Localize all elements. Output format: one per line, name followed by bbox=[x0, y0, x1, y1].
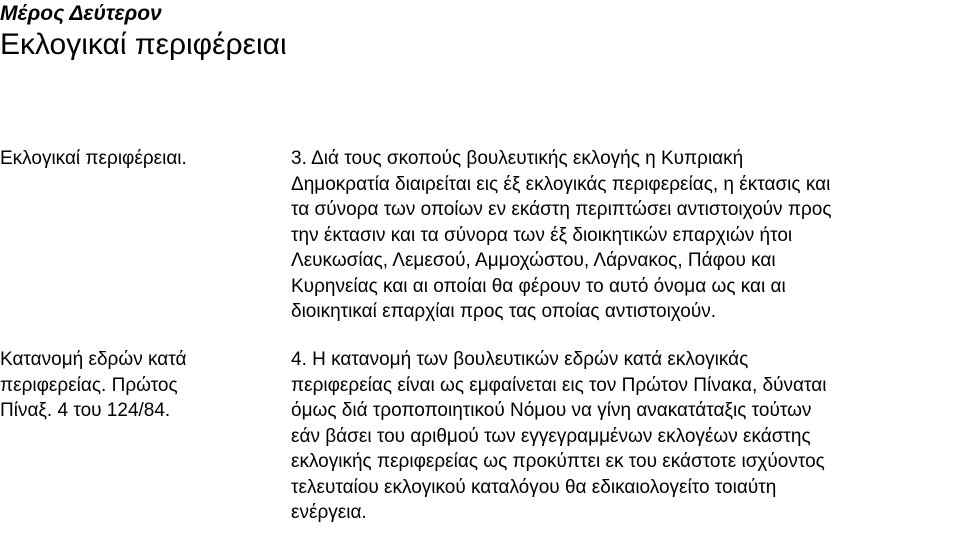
paragraph-line: εάν βάσει του αριθμού των εγγεγραμμένων εκλογέων εκάστης bbox=[291, 425, 811, 447]
paragraph-line: Λευκωσίας, Λεμεσού, Αμμοχώστου, Λάρνακος, Πάφου και bbox=[291, 250, 776, 271]
section-3-paragraph bbox=[291, 146, 959, 325]
paragraph-line: 4. Η κατανομή των βουλευτικών εδρών κατά εκλογικάς bbox=[291, 349, 749, 370]
paragraph-line: τελευταίου εκλογικού καταλόγου θα εδικαιολογείτο τοιαύτη bbox=[291, 476, 777, 498]
paragraph-line: εκλογικής περιφερείας ως προκύπτει εκ του εκάστοτε ισχύοντος bbox=[291, 451, 825, 472]
paragraph-line: Κυρηνείας και αι οποίαι θα φέρουν το αυτό όνομα ως και αι bbox=[291, 275, 786, 297]
paragraph-line: περιφερείας είναι ως εμφαίνεται εις τον Πρώτον Πίνακα, δύναται bbox=[291, 374, 827, 396]
paragraph-line: 3. Διά τους σκοπούς βουλευτικής εκλογής η Κυπριακή bbox=[291, 148, 744, 169]
paragraph-line: ενέργεια. bbox=[291, 502, 367, 523]
paragraph-line: την έκτασιν και τα σύνορα των έξ διοικητικών επαρχιών ήτοι bbox=[291, 224, 793, 246]
margin-note-line: Κατανομή εδρών κατά bbox=[0, 349, 187, 370]
paragraph-line: Δημοκρατία διαιρείται εις έξ εκλογικάς περιφερείας, η έκτασις και bbox=[291, 173, 831, 195]
margin-note-line: περιφερείας. Πρώτος bbox=[0, 374, 178, 396]
section-4-paragraph bbox=[291, 347, 959, 526]
margin-note-line: Πίναξ. 4 του 124/84. bbox=[0, 400, 171, 421]
part-label: Μέρος Δεύτερον bbox=[0, 2, 162, 25]
margin-note-seat-allocation bbox=[0, 347, 270, 424]
paragraph-line: διοικητικαί επαρχίαι προς τας οποίας αντιστοιχούν. bbox=[291, 301, 716, 322]
paragraph-line: τα σύνορα των οποίων εν εκάστη περιπτώσει αντιστοιχούν προς bbox=[291, 199, 832, 220]
margin-note-electoral-districts bbox=[0, 146, 270, 172]
margin-note-line: Εκλογικαί περιφέρειαι. bbox=[0, 148, 187, 169]
page-title: Εκλογικαί περιφέρειαι bbox=[0, 28, 287, 61]
paragraph-line: όμως διά τροποποιητικού Νόμου να γίνη ανακατάταξις τούτων bbox=[291, 400, 812, 421]
